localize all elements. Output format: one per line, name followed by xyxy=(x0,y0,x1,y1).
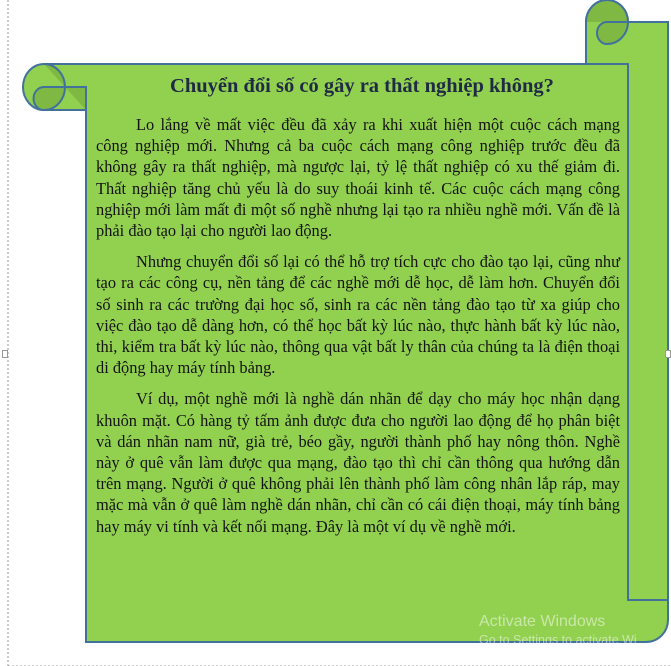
paragraph-1: Lo lắng về mất việc đều đã xảy ra khi xuất hiện một cuộc cách mạng công nghiệp mới. Nhưng cả ba cuộc cách mạng công nghiệp trước đều đã không gây ra thất nghiệp, mà ngược lại, tỷ lệ thất nghiệp có xu thế giảm đi. Thất nghiệp tăng chủ yếu là do suy thoái kinh tế. Các cuộc cách mạng công nghiệp mới làm mất đi một số nghề nhưng lại tạo ra nhiều nghề mới. Vấn đề là phải đào tạo lại cho người lao động. xyxy=(96,115,620,241)
paragraph-2: Nhưng chuyển đổi số lại có thể hỗ trợ tích cực cho đào tạo lại, cũng như tạo ra các công cụ, nền tảng để các nghề mới dễ học, dễ làm hơn. Chuyển đổi số sinh ra các trường đại học số, sinh ra các nền tảng đào tạo từ xa giúp cho việc đào tạo dễ dàng hơn, có thể học bất kỳ lúc nào, thực hành bất kỳ lúc nào, thi, kiểm tra bất kỳ lúc nào, thông qua vật bất ly thân của chúng ta là điện thoại di động hay máy tính bảng. xyxy=(96,252,620,378)
watermark-subtitle: Go to Settings to activate Wi xyxy=(479,633,637,647)
paragraph-3: Ví dụ, một nghề mới là nghề dán nhãn để dạy cho máy học nhận dạng khuôn mặt. Có hàng tỷ tấm ảnh được đưa cho người lao động để họ phân biệt và dán nhãn nam nữ, già trẻ, béo gầy, người thành phố hay nông thôn. Nghề này ở quê vẫn làm được qua mạng, đào tạo thì chỉ cần thông qua hướng dẫn trên mạng. Người ở quê không phải lên thành phố làm công nhân lắp ráp, may mặc mà vẫn ở quê làm nghề dán nhãn, chỉ cần có cái điện thoại, máy tính bảng hay máy vi tính và kết nối mạng. Đây là một ví dụ về nghề mới. xyxy=(96,389,620,536)
document-body xyxy=(96,114,620,547)
activation-watermark xyxy=(479,612,637,648)
document-title: Chuyển đổi số có gây ra thất nghiệp không? xyxy=(170,75,554,97)
resize-handle-left[interactable] xyxy=(2,350,8,358)
watermark-title: Activate Windows xyxy=(479,613,606,630)
resize-handle-right[interactable] xyxy=(665,350,671,358)
